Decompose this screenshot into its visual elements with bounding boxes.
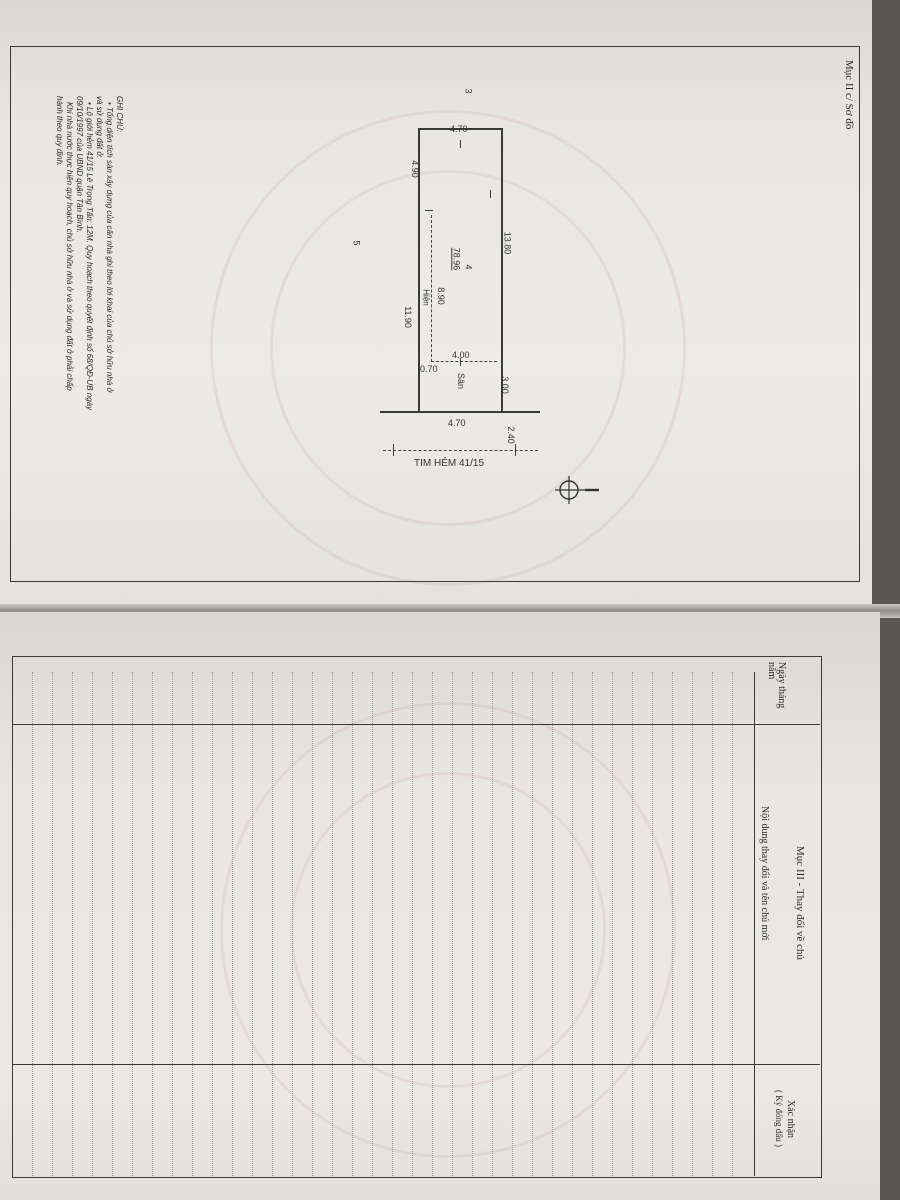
dim-bottom-width: 4.70 xyxy=(448,418,466,428)
road-tick xyxy=(515,444,516,456)
dim-inner-length: 8.90 xyxy=(435,287,446,305)
writing-line xyxy=(312,672,313,1176)
table-header-divider xyxy=(754,672,755,1176)
writing-line xyxy=(452,672,453,1176)
writing-line xyxy=(132,672,133,1176)
road-tick xyxy=(393,444,394,456)
writing-line xyxy=(392,672,393,1176)
writing-line xyxy=(672,672,673,1176)
hien-label: Hiện xyxy=(421,289,431,306)
lot-edge-right xyxy=(501,128,503,412)
col-confirm-header: Xác nhận xyxy=(785,1100,796,1139)
writing-line xyxy=(172,672,173,1176)
lot-area: 78.96 xyxy=(451,247,462,271)
note-line: • Tổng diện tích sàn xây dựng của căn nhà ghi theo lời khai của chủ sở hữu nhà ở xyxy=(105,102,114,393)
section2-title: Mục II c/ Sơ đồ xyxy=(843,60,855,130)
dim-gap: 2.40 xyxy=(505,426,516,444)
writing-line xyxy=(92,672,93,1176)
writing-line xyxy=(532,672,533,1176)
writing-line xyxy=(592,672,593,1176)
ghi-chu-title: GHI CHÚ: xyxy=(115,96,124,132)
neighbor-left: 5 xyxy=(351,240,362,246)
writing-line xyxy=(232,672,233,1176)
writing-line xyxy=(732,672,733,1176)
top-page xyxy=(0,0,872,612)
compass-icon xyxy=(555,476,583,504)
writing-line xyxy=(212,672,213,1176)
writing-line xyxy=(112,672,113,1176)
writing-line xyxy=(192,672,193,1176)
writing-line xyxy=(692,672,693,1176)
col-content-header: Nội dung thay đổi và tên chủ mới xyxy=(759,806,770,941)
section3-title: Mục III - Thay đổi về chủ xyxy=(794,846,806,961)
note-line: • Lộ giới hẻm 41/15 Lê Trọng Tấn: 12M. Quy hoạch theo quyết định số 68/QĐ-UB ngày xyxy=(85,102,94,411)
writing-line xyxy=(372,672,373,1176)
dim-left-width: 4.90 xyxy=(409,160,420,178)
writing-line xyxy=(492,672,493,1176)
arrow-marker xyxy=(425,210,433,211)
writing-line xyxy=(472,672,473,1176)
col-confirm-subheader: ( Ký đóng dấu ) xyxy=(774,1090,784,1147)
writing-line xyxy=(572,672,573,1176)
writing-line xyxy=(252,672,253,1176)
col-date-header: Ngày tháng năm xyxy=(766,662,787,709)
note-line: hành theo quy định. xyxy=(55,96,64,167)
arrow-marker xyxy=(460,140,461,148)
writing-line xyxy=(612,672,613,1176)
writing-line xyxy=(32,672,33,1176)
dim-yard-width: 4.00 xyxy=(452,350,470,360)
writing-line xyxy=(712,672,713,1176)
dim-length: 13.80 xyxy=(502,231,513,255)
writing-line xyxy=(432,672,433,1176)
table-row-divider xyxy=(12,724,820,725)
table-frame xyxy=(12,656,822,1178)
writing-line xyxy=(152,672,153,1176)
dim-total-length: 11.90 xyxy=(402,306,413,328)
note-line: Khi nhà nước thực hiện quy hoạch, chủ sở hữu nhà ở và sử dụng đất ở phải chấp xyxy=(65,102,74,391)
yard-label: Sân xyxy=(456,372,467,390)
note-line: 09/10/1997 của UBND quận Tân Bình. xyxy=(75,96,84,233)
frontage-line xyxy=(380,411,540,413)
table-row-divider xyxy=(12,1064,820,1065)
writing-line xyxy=(332,672,333,1176)
dim-top-width: 4.70 xyxy=(450,124,468,134)
writing-line xyxy=(72,672,73,1176)
neighbor-top: 3 xyxy=(463,88,474,94)
writing-line xyxy=(412,672,413,1176)
lot-number: 4 xyxy=(463,264,474,270)
writing-line xyxy=(652,672,653,1176)
road-label: TIM HẺM 41/15 xyxy=(414,458,485,469)
writing-line xyxy=(552,672,553,1176)
note-line: và sử dụng đất ở. xyxy=(95,96,104,159)
writing-line xyxy=(352,672,353,1176)
writing-line xyxy=(632,672,633,1176)
writing-line xyxy=(52,672,53,1176)
dim-yard-length: 3.00 xyxy=(499,376,510,394)
writing-line xyxy=(292,672,293,1176)
dim-offset: 0.70 xyxy=(420,364,438,374)
writing-line xyxy=(512,672,513,1176)
arrow-marker xyxy=(490,190,491,198)
writing-line xyxy=(272,672,273,1176)
